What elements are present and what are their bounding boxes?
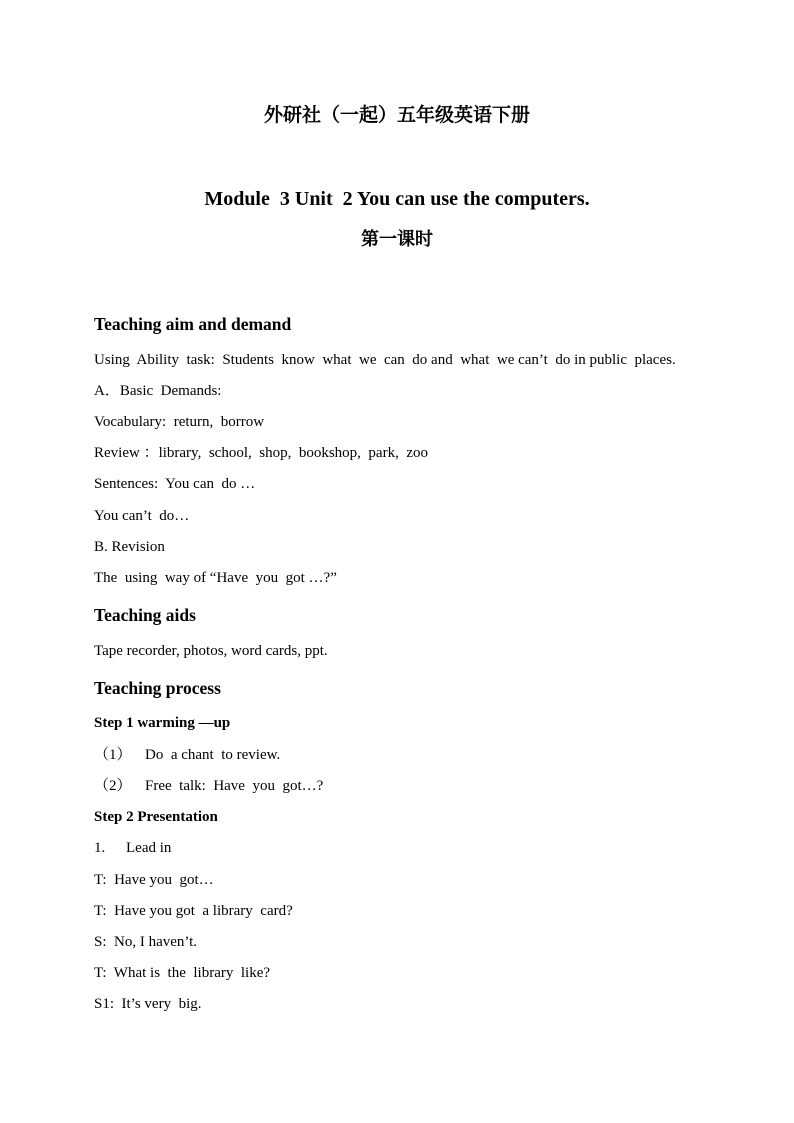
section-heading-aims: Teaching aim and demand [94,314,292,334]
aims-line: Review ：library, school, shop, bookshop, park, zoo [94,445,428,461]
step-1-title: Step 1 warming —up [94,715,231,731]
aims-line: Using Ability task: Students know what we can do and what we can’t do in public places. [94,352,676,368]
dialogue-line: T: Have you got… [94,872,214,888]
section-heading-aids: Teaching aids [94,605,196,625]
lesson-label: 第一课时 [361,229,433,250]
list-item-text: Free talk: Have you got…? [145,778,324,794]
list-number: （2） [94,778,132,794]
aids-text: Tape recorder, photos, word cards, ppt. [94,643,328,659]
step-2-title: Step 2 Presentation [94,809,218,825]
document-title-english: Module 3 Unit 2 You can use the computers. [204,188,590,210]
aims-line: A．Basic Demands: [94,383,222,399]
list-number: （1） [94,747,132,763]
document-title-chinese: 外研社（一起）五年级英语下册 [263,104,530,126]
list-item-text: Lead in [126,840,172,856]
dialogue-line: S1: It’s very big. [94,996,202,1012]
section-heading-process: Teaching process [94,678,221,698]
list-number: 1. [94,840,106,856]
dialogue-line: T: Have you got a library card? [94,903,293,919]
dialogue-line: S: No, I haven’t. [94,934,198,950]
dialogue-line: T: What is the library like? [94,965,271,981]
aims-line: Vocabulary: return, borrow [94,414,265,430]
aims-line: The using way of “Have you got …?” [94,570,337,586]
aims-line: B. Revision [94,539,165,555]
aims-line: You can’t do… [94,508,190,524]
aims-line: Sentences: You can do … [94,476,256,492]
list-item-text: Do a chant to review. [145,747,281,763]
